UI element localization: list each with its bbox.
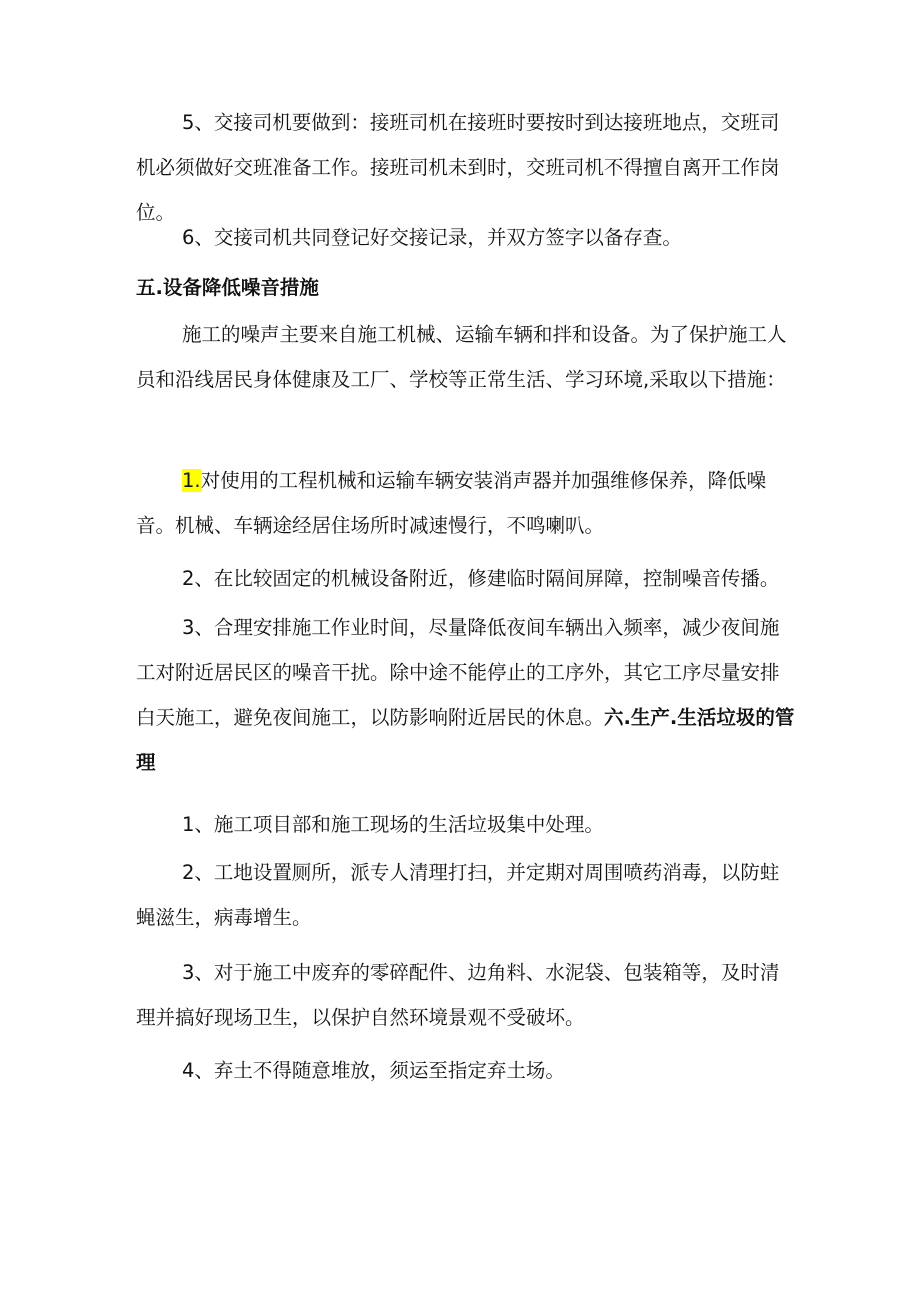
paragraph-waste-3: 3、对于施工中废弃的零碎配件、边角料、水泥袋、包装箱等，及时清理并搞好现场卫生，以保护自然环境景观不受破坏。 <box>136 961 780 1029</box>
paragraph-handover-record: 6、交接司机共同登记好交接记录，并双方签字以备存查。 <box>182 226 682 249</box>
paragraph-noise-measure-3 <box>136 605 796 785</box>
highlighted-list-number: 1. <box>182 469 201 492</box>
paragraph-noise-measure-2: 2、在比较固定的机械设备附近，修建临时隔间屏障，控制噪音传播。 <box>182 567 780 590</box>
paragraph-waste-1: 1、施工项目部和施工现场的生活垃圾集中处理。 <box>182 813 604 836</box>
paragraph-shift-handover-duties: 5、交接司机要做到：接班司机在接班时要按时到达接班地点，交班司机必须做好交班准备工作。接班司机未到时，交班司机不得擅自离开工作岗位。 <box>136 111 780 224</box>
paragraph-noise-sources: 施工的噪声主要来自施工机械、运输车辆和拌和设备。为了保护施工人员和沿线居民身体健康及工厂、学校等正常生活、学习环境,采取以下措施： <box>136 323 787 391</box>
noise-measure-3-text: 3、合理安排施工作业时间，尽量降低夜间车辆出入频率，减少夜间施工对附近居民区的噪音干扰。除中途不能停止的工序外，其它工序尽量安排白天施工，避免夜间施工，以防影响附近居民的休息。 <box>136 616 780 729</box>
paragraph-waste-4: 4、弃土不得随意堆放，须运至指定弃土场。 <box>182 1059 565 1082</box>
section-heading-noise-reduction: 五.设备降低噪音措施 <box>136 276 319 299</box>
section-heading-waste-management: 六.生产.生活垃圾的管理 <box>136 706 795 774</box>
noise-measure-1-text: 对使用的工程机械和运输车辆安装消声器并加强维修保养，降低噪音。机械、车辆途经居住场所时减速慢行，不鸣喇叭。 <box>136 469 767 537</box>
paragraph-noise-measure-1 <box>136 458 796 548</box>
paragraph-waste-2: 2、工地设置厕所，派专人清理打扫，并定期对周围喷药消毒，以防蛀蝇滋生，病毒增生。 <box>136 861 780 929</box>
